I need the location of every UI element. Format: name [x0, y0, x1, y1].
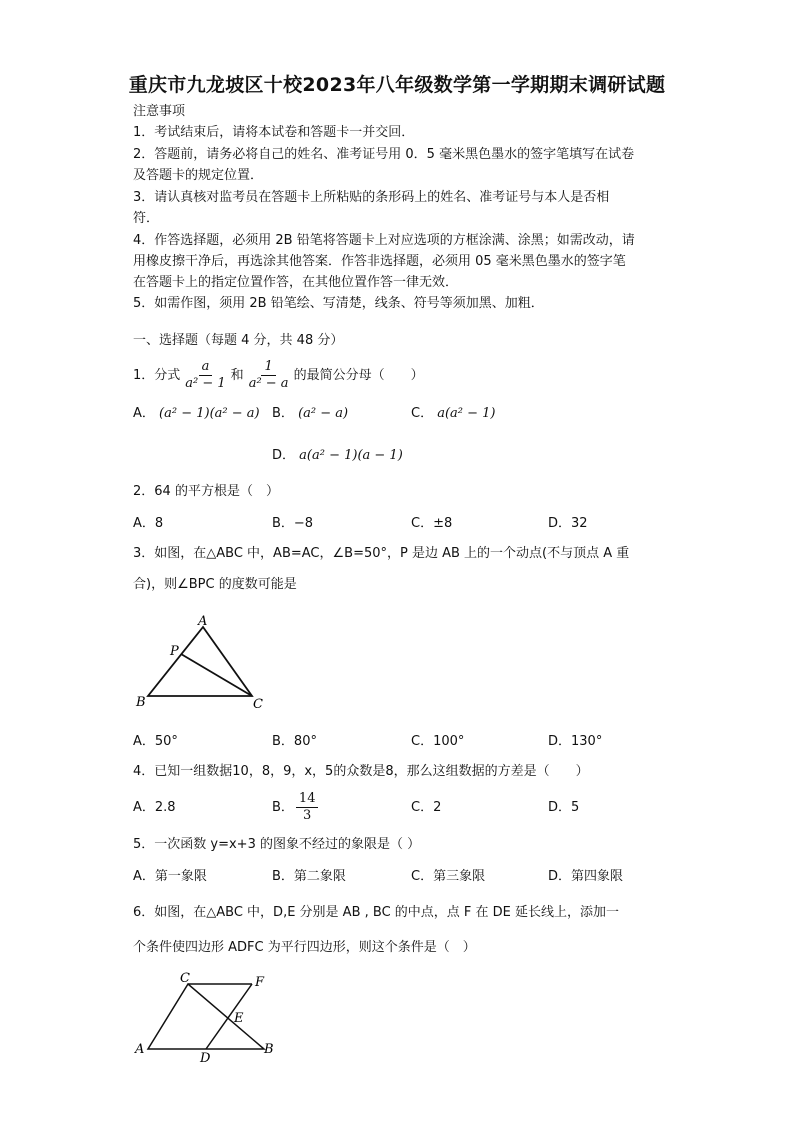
section-heading: 一、选择题（每题 4 分，共 48 分） [133, 333, 344, 348]
q4-option-b[interactable] [272, 788, 320, 828]
q1-prefix: 1．分式 [133, 368, 181, 383]
notice-heading: 注意事项 [133, 104, 186, 119]
q2-option-c[interactable]: C．±8 [411, 516, 453, 531]
option-expr: (a² − a) [298, 406, 349, 421]
q1-option-d[interactable] [272, 446, 403, 466]
q1-frac1-den: a² − 1 [185, 376, 226, 391]
q1-frac2-num: 1 [261, 359, 275, 376]
label-c: C [253, 697, 263, 712]
notice-line: 及答题卡的规定位置． [133, 168, 264, 183]
label-b: B [136, 695, 146, 710]
q3-option-c[interactable]: C．100° [411, 734, 465, 749]
q4-option-a[interactable]: A．2.8 [133, 800, 176, 815]
triangle-acb [148, 984, 264, 1049]
notice-line: 4．作答选择题，必须用 2B 铅笔将答题卡上对应选项的方框涂满、涂黑；如需改动，请 [133, 233, 635, 248]
q3-option-a[interactable]: A．50° [133, 734, 178, 749]
label-c: C [180, 971, 190, 986]
q3-option-d[interactable]: D．130° [548, 734, 603, 749]
question-4-stem: 4．已知一组数据10，8，9，x，5的众数是8，那么这组数据的方差是（ ） [133, 764, 589, 779]
question-5-stem: 5．一次函数 y=x+3 的图象不经过的象限是（ ） [133, 837, 421, 852]
option-label: A． [133, 406, 155, 421]
q1-frac2-den: a² − a [248, 376, 289, 391]
label-e: E [234, 1011, 244, 1026]
option-label: B． [272, 406, 294, 421]
q1-suffix: 的最简公分母（ ） [293, 368, 424, 383]
triangle-abc [148, 627, 252, 696]
question-2-stem: 2．64 的平方根是（ ） [133, 484, 279, 499]
q1-option-b[interactable] [272, 404, 348, 424]
q4-option-d[interactable]: D．5 [548, 800, 580, 815]
notice-line: 用橡皮擦干净后，再选涂其他答案．作答非选择题，必须用 05 毫米黑色墨水的签字笔 [133, 254, 626, 269]
q3-option-b[interactable]: B．80° [272, 734, 317, 749]
option-label: B． [272, 800, 294, 815]
notice-line: 5．如需作图，须用 2B 铅笔绘、写清楚，线条、符号等须加黑、加粗． [133, 296, 544, 311]
q3-triangle-figure [130, 610, 280, 715]
label-a: A [198, 614, 208, 629]
q1-option-a[interactable] [133, 404, 260, 424]
segment-df [206, 984, 252, 1049]
option-label: C． [411, 406, 434, 421]
option-expr: (a² − 1)(a² − a) [159, 406, 260, 421]
q5-option-a[interactable]: A．第一象限 [133, 869, 207, 884]
label-p: P [170, 644, 179, 659]
q2-option-a[interactable]: A．8 [133, 516, 164, 531]
question-1-stem [133, 358, 424, 394]
q5-option-b[interactable]: B．第二象限 [272, 869, 346, 884]
label-f: F [255, 975, 265, 990]
option-expr: a(a² − 1) [437, 406, 496, 421]
page-title: 重庆市九龙坡区十校2023年八年级数学第一学期期末调研试题 [128, 74, 666, 96]
q5-option-c[interactable]: C．第三象限 [411, 869, 486, 884]
q4-b-num: 14 [296, 791, 319, 808]
q1-option-c[interactable] [411, 404, 496, 424]
q1-frac1-num: a [199, 359, 213, 376]
question-6-stem-1: 6．如图，在△ABC 中，D,E 分别是 AB , BC 的中点，点 F 在 DE 延长线上，添加一 [133, 905, 620, 920]
q1-fraction-1 [182, 359, 228, 392]
notice-line: 1．考试结束后，请将本试卷和答题卡一并交回． [133, 125, 415, 140]
q4-option-c[interactable]: C．2 [411, 800, 442, 815]
q4-b-den: 3 [303, 808, 312, 823]
q4-b-fraction [296, 791, 319, 824]
notice-line: 在答题卡上的指定位置作答，在其他位置作答一律无效． [133, 275, 459, 290]
label-b: B [264, 1042, 274, 1057]
question-3-stem-2: 合)，则∠BPC 的度数可能是 [133, 577, 297, 592]
question-6-stem-2: 个条件使四边形 ADFC 为平行四边形，则这个条件是（ ） [133, 940, 476, 955]
q2-option-d[interactable]: D．32 [548, 516, 588, 531]
q2-option-b[interactable]: B．−8 [272, 516, 314, 531]
label-d: D [200, 1051, 211, 1065]
notice-line: 3．请认真核对监考员在答题卡上所粘贴的条形码上的姓名、准考证号与本人是否相 [133, 190, 610, 205]
notice-line: 符． [133, 211, 160, 226]
segment-pc [181, 654, 252, 696]
q1-fraction-2 [246, 359, 292, 392]
q1-mid: 和 [230, 368, 244, 383]
option-label: D． [272, 448, 296, 463]
label-a: A [135, 1042, 145, 1057]
question-3-stem-1: 3．如图，在△ABC 中，AB=AC，∠B=50°，P 是边 AB 上的一个动点(不与顶点 A 重 [133, 546, 630, 561]
q6-parallelogram-figure [130, 970, 290, 1065]
q5-option-d[interactable]: D．第四象限 [548, 869, 624, 884]
notice-line: 2．答题前，请务必将自己的姓名、准考证号用 0．5 毫米黑色墨水的签字笔填写在试卷 [133, 147, 635, 162]
option-expr: a(a² − 1)(a − 1) [299, 448, 403, 463]
